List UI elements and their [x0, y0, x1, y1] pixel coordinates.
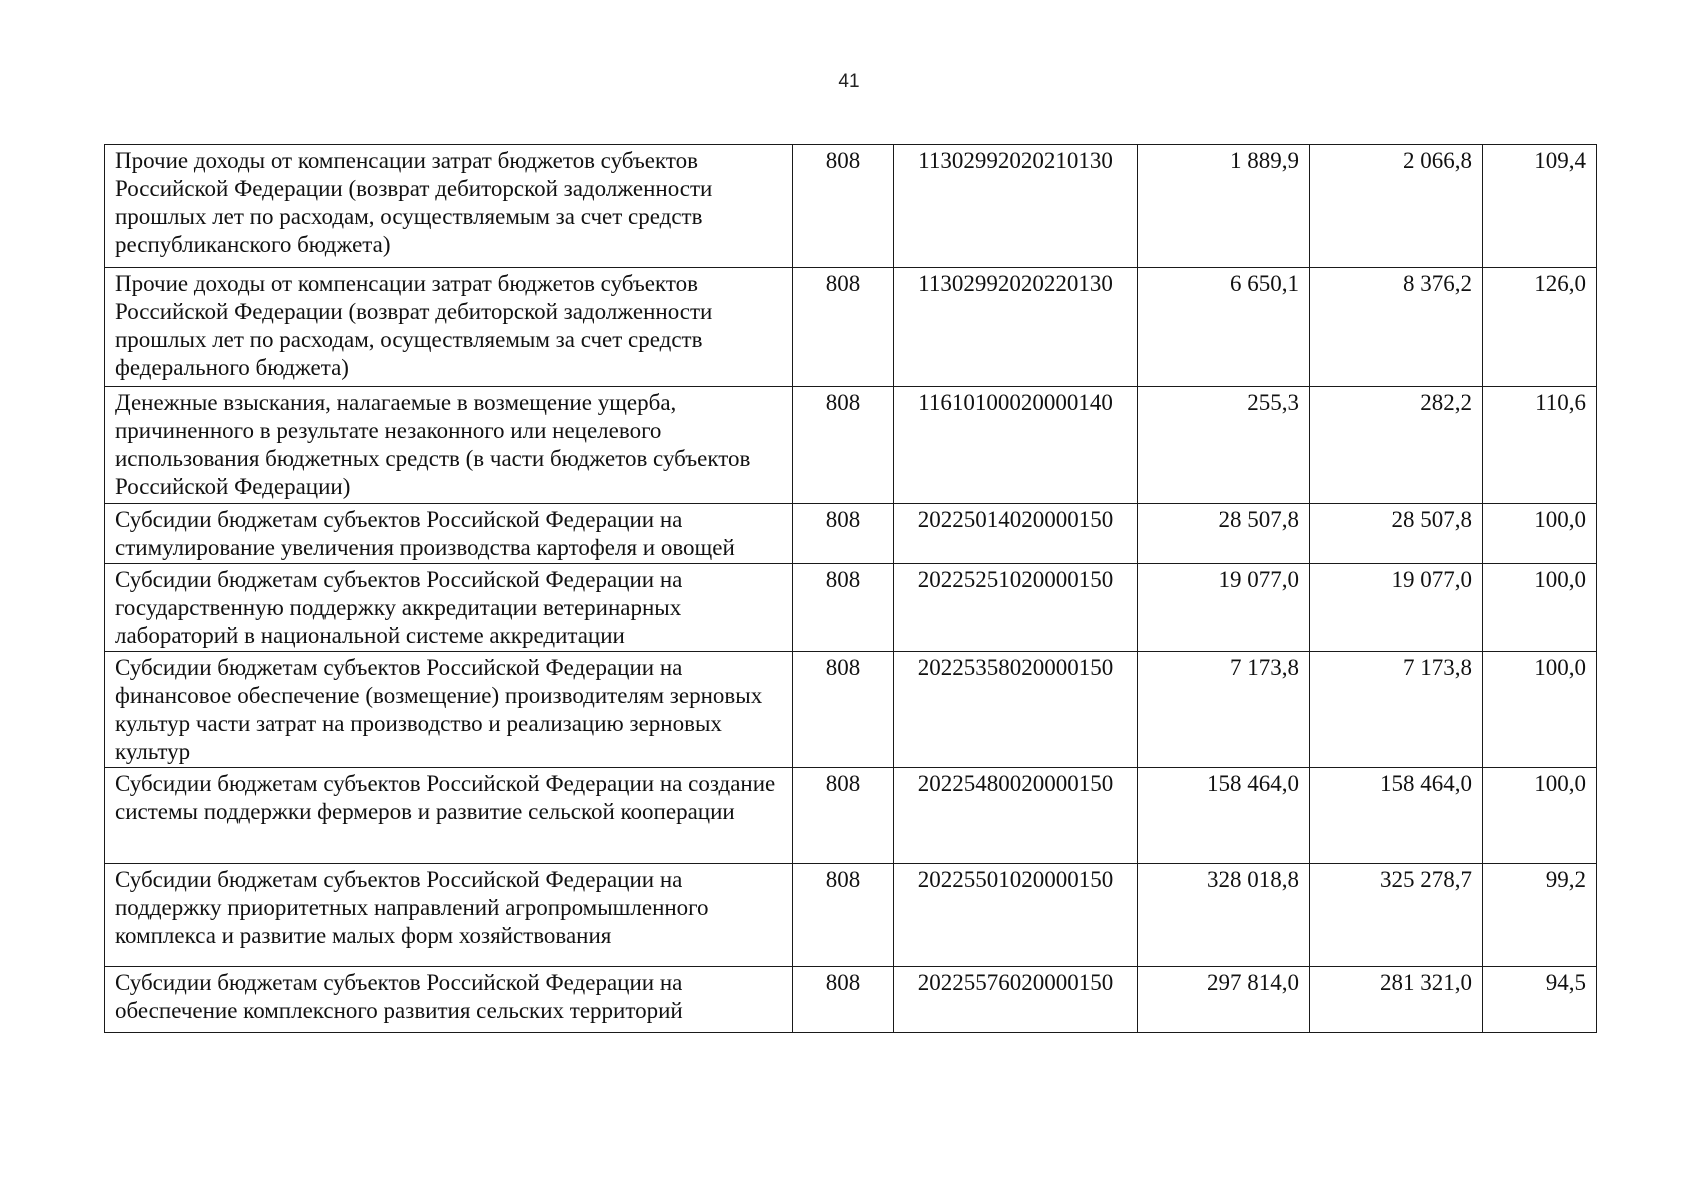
fact-amount-cell: 19 077,0 [1310, 564, 1483, 652]
admin-code-cell: 808 [793, 768, 894, 864]
fact-amount-cell: 28 507,8 [1310, 504, 1483, 564]
plan-amount-cell: 297 814,0 [1138, 967, 1310, 1033]
revenue-name-cell: Субсидии бюджетам субъектов Российской Федерации на создание системы поддержки фермеров и развитие сельской кооперации [105, 768, 793, 864]
revenue-name-cell: Субсидии бюджетам субъектов Российской Федерации на обеспечение комплексного развития сельских территорий [105, 967, 793, 1033]
fact-amount-cell: 2 066,8 [1310, 145, 1483, 268]
fact-amount-cell: 282,2 [1310, 387, 1483, 504]
fact-amount-cell: 158 464,0 [1310, 768, 1483, 864]
plan-amount-cell: 6 650,1 [1138, 268, 1310, 387]
budget-code-cell: 20225358020000150 [894, 652, 1138, 768]
percent-cell: 109,4 [1483, 145, 1597, 268]
revenue-name-cell: Денежные взыскания, налагаемые в возмещение ущерба, причиненного в результате незаконного или нецелевого использования бюджетных средств (в части бюджетов субъектов Российской Федерации) [105, 387, 793, 504]
table-row [105, 864, 1597, 967]
revenue-name-cell: Прочие доходы от компенсации затрат бюджетов субъектов Российской Федерации (возврат дебиторской задолженности прошлых лет по расходам, осуществляемым за счет средств федерального бюджета) [105, 268, 793, 387]
budget-code-cell: 20225014020000150 [894, 504, 1138, 564]
plan-amount-cell: 255,3 [1138, 387, 1310, 504]
fact-amount-cell: 281 321,0 [1310, 967, 1483, 1033]
budget-code-cell: 11302992020210130 [894, 145, 1138, 268]
revenue-name-cell: Субсидии бюджетам субъектов Российской Федерации на стимулирование увеличения производства картофеля и овощей [105, 504, 793, 564]
plan-amount-cell: 7 173,8 [1138, 652, 1310, 768]
admin-code-cell: 808 [793, 145, 894, 268]
table-row [105, 768, 1597, 864]
budget-revenue-table [104, 144, 1597, 1033]
table-row [105, 268, 1597, 387]
revenue-name-cell: Субсидии бюджетам субъектов Российской Федерации на поддержку приоритетных направлений агропромышленного комплекса и развитие малых форм хозяйствования [105, 864, 793, 967]
revenue-name-cell: Субсидии бюджетам субъектов Российской Федерации на государственную поддержку аккредитации ветеринарных лабораторий в национальной системе аккредитации [105, 564, 793, 652]
fact-amount-cell: 325 278,7 [1310, 864, 1483, 967]
page-number: 41 [838, 71, 860, 92]
budget-code-cell: 20225501020000150 [894, 864, 1138, 967]
admin-code-cell: 808 [793, 652, 894, 768]
budget-code-cell: 11302992020220130 [894, 268, 1138, 387]
budget-code-cell: 20225480020000150 [894, 768, 1138, 864]
fact-amount-cell: 7 173,8 [1310, 652, 1483, 768]
budget-code-cell: 20225576020000150 [894, 967, 1138, 1033]
budget-code-cell: 11610100020000140 [894, 387, 1138, 504]
plan-amount-cell: 28 507,8 [1138, 504, 1310, 564]
fact-amount-cell: 8 376,2 [1310, 268, 1483, 387]
percent-cell: 100,0 [1483, 768, 1597, 864]
plan-amount-cell: 328 018,8 [1138, 864, 1310, 967]
admin-code-cell: 808 [793, 387, 894, 504]
revenue-name-cell: Субсидии бюджетам субъектов Российской Федерации на финансовое обеспечение (возмещение) производителям зерновых культур части затрат на производство и реализацию зерновых культур [105, 652, 793, 768]
table-row [105, 504, 1597, 564]
table-row [105, 145, 1597, 268]
percent-cell: 126,0 [1483, 268, 1597, 387]
admin-code-cell: 808 [793, 564, 894, 652]
admin-code-cell: 808 [793, 504, 894, 564]
percent-cell: 94,5 [1483, 967, 1597, 1033]
percent-cell: 110,6 [1483, 387, 1597, 504]
table-row [105, 652, 1597, 768]
budget-code-cell: 20225251020000150 [894, 564, 1138, 652]
admin-code-cell: 808 [793, 967, 894, 1033]
table-row [105, 387, 1597, 504]
plan-amount-cell: 158 464,0 [1138, 768, 1310, 864]
percent-cell: 100,0 [1483, 652, 1597, 768]
admin-code-cell: 808 [793, 268, 894, 387]
percent-cell: 100,0 [1483, 504, 1597, 564]
percent-cell: 99,2 [1483, 864, 1597, 967]
revenue-name-cell: Прочие доходы от компенсации затрат бюджетов субъектов Российской Федерации (возврат дебиторской задолженности прошлых лет по расходам, осуществляемым за счет средств республиканского бюджета) [105, 145, 793, 268]
plan-amount-cell: 1 889,9 [1138, 145, 1310, 268]
table-row [105, 564, 1597, 652]
table-row [105, 967, 1597, 1033]
plan-amount-cell: 19 077,0 [1138, 564, 1310, 652]
percent-cell: 100,0 [1483, 564, 1597, 652]
admin-code-cell: 808 [793, 864, 894, 967]
